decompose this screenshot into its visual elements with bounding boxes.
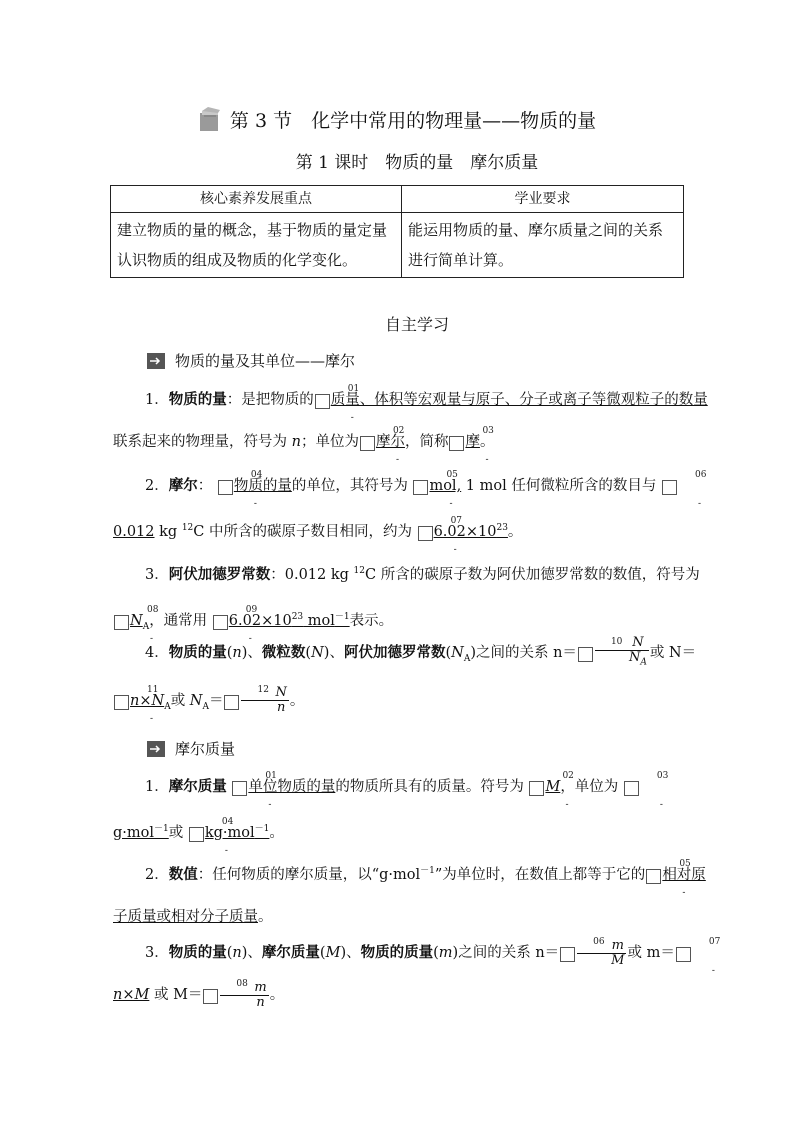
answer-blank[interactable]: 05 - [646,867,661,883]
fraction: $\frac{N}{n}$ [241,686,288,715]
answer-blank[interactable]: 08 - [114,613,129,629]
lesson-title-text: 第 3 节 化学中常用的物理量——物质的量 [229,110,597,132]
answer-blank[interactable]: 12 [224,693,239,709]
answer-blank[interactable]: 11 - [114,693,129,709]
paragraph-2-3: 3．物质的量(n)、摩尔质量(M)、物质的质量(m)之间的关系 n＝ 06 $\frac{m}{M}$ 或 m＝ 07 - n×M 或 M＝ 08 $\frac{m}{n}$ 。 [113,937,721,1010]
requirements-table [110,185,684,278]
answer-blank[interactable]: 05 - [413,478,428,494]
table-header-cell: 学业要求 [402,186,684,213]
answer-blank[interactable]: 02 - [529,779,544,795]
answer-blank[interactable]: 02 - [360,434,375,450]
section-heading: 自主学习 [384,315,449,334]
subsection-heading-2 [147,738,235,759]
fraction: $\frac{m}{n}$ [220,981,268,1010]
answer-blank[interactable]: 06 - [662,478,677,494]
answer-blank[interactable]: 04 - [218,478,233,494]
table-cell: 建立物质的量的概念，基于物质的量定量认识物质的组成及物质的化学变化。 [111,213,402,278]
fraction: $\frac{m}{M}$ [577,939,626,968]
paragraph-2-2: 2．数值：任何物质的摩尔质量，以“g·mol$^{-1}$”为单位时，在数值上都等于它的 05 - 相对原子质量或相对分子质量。 [113,858,706,925]
paragraph-2-1: 1．摩尔质量 01 - 单位物质的量的物质所具有的质量。符号为 02 - M，单位为 03 - g·mol$^{-1}$或 04 - kg·mol$^{-1}$。 [113,771,669,856]
answer-blank[interactable]: 10 [578,645,593,661]
fraction: $\frac{N}{N_A}$ [595,636,649,670]
subsection-heading-text: 摩尔质量 [175,740,236,758]
answer-blank[interactable]: 08 [203,987,218,1003]
paragraph-1-1: 1．物质的量：是把物质的 01 - 质量、体积等宏观量与原子、分子或离子等微观粒子的数量联系起来的物理量，符号为 n；单位为 02 - 摩尔，简称 03 - 摩。 [113,384,708,465]
book-icon [198,107,222,133]
table-header-row [111,186,684,213]
lesson-subtitle: 第 1 课时 物质的量 摩尔质量 [295,153,539,173]
table-row [111,213,684,278]
table-cell: 能运用物质的量、摩尔质量之间的关系进行简单计算。 [402,213,684,278]
section-marker-icon [147,353,165,369]
answer-blank[interactable]: 07 - [676,945,691,961]
answer-blank[interactable]: 06 [560,945,575,961]
answer-blank[interactable]: 04 - [189,825,204,841]
paragraph-1-3: 3．阿伏加德罗常数：0.012 kg $^{12}$C 所含的碳原子数为阿伏加德罗常数的数值，符号为 08 - $N_A$，通常用 09 - $6.02\times 10^{23}$ mol$^{-1}$表示。 [113,550,711,648]
paragraph-1-2: 2．摩尔： 04 - 物质的量的单位，其符号为 05 - mol, 1 mol 任何微粒所含的数目与 06 - 0.012 kg $^{12}$C 中所含的碳原子数目相同，约为 07 - $6.02\times 10^{23}$。 [113,470,707,555]
subsection-heading-1 [147,350,355,371]
subsection-heading-text: 物质的量及其单位——摩尔 [175,352,356,370]
paragraph-1-4: 4．物质的量(n)、微粒数(N)、阿伏加德罗常数$(N_A)$之间的关系 n＝ 10 $\frac{N}{N_A}$ 或 N＝ 11 - $n\times N_A$或 $N_A=$ 12 $\frac{N}{n}$ 。 [113,632,711,728]
answer-blank[interactable]: 01 - [232,779,247,795]
answer-blank[interactable]: 03 - [449,434,464,450]
answer-blank[interactable]: 03 - [624,779,639,795]
lesson-title [0,106,794,133]
table-header-cell: 核心素养发展重点 [111,186,402,213]
answer-blank[interactable]: 09 - [213,613,228,629]
section-marker-icon [147,741,165,757]
answer-blank[interactable]: 07 - [418,524,433,540]
answer-blank[interactable]: 01 - [315,392,330,408]
